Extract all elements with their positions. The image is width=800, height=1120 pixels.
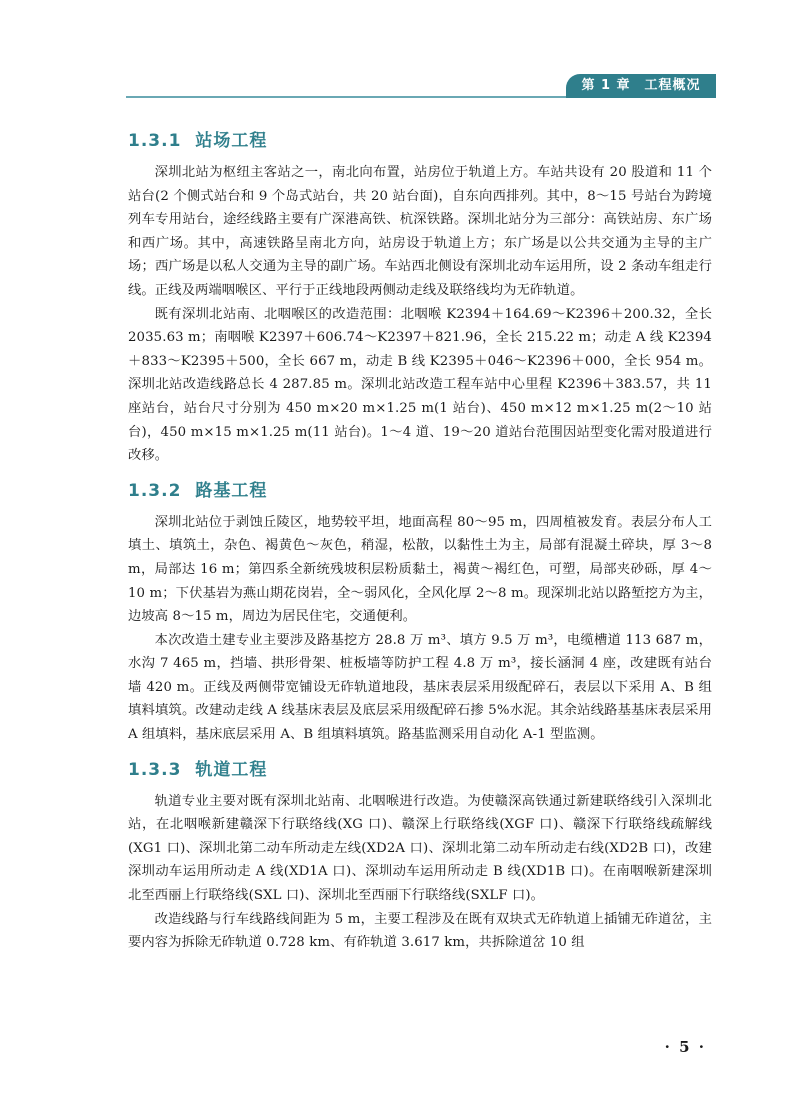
section-1-3-2	[128, 476, 712, 747]
section-heading	[128, 476, 712, 501]
section-title: 路基工程	[195, 480, 268, 501]
section-number: 1.3.2	[128, 480, 182, 501]
paragraph: 本次改造土建专业主要涉及路基挖方 28.8 万 m³、填方 9.5 万 m³，电缆槽道 113 687 m，水沟 7 465 m，挡墙、拱形骨架、桩板墙等防护工程 4.8 万 m³，接长涵洞 4 座，改建既有站台墙 420 m。正线及两侧带宽铺设无砟轨道地段，基床表层采用级配碎石，表层以下采用 A、B 组填料填筑。改建动走线 A 线基床表层及底层采用级配碎石掺 5%水泥。其余站线路基基床表层采用 A 组填料，基床底层采用 A、B 组填料填筑。路基监测采用自动化 A-1 型监测。	[128, 632, 712, 743]
paragraph: 深圳北站为枢纽主客站之一，南北向布置，站房位于轨道上方。车站共设有 20 股道和 11 个站台(2 个侧式站台和 9 个岛式站台，共 20 站台面)，自东向西排列。其中，8～15 号站台为跨境列车专用站台，途经线路主要有广深港高铁、杭深铁路。深圳北站分为三部分：高铁站房、东广场和西广场。其中，高速铁路呈南北方向，站房设于轨道上方；东广场是以公共交通为主导的主广场；西广场是以私人交通为主导的副广场。车站西北侧设有深圳北动车运用所，设 2 条动车组走行线。正线及两端咽喉区、平行于正线地段两侧动走线及联络线均为无砟轨道。	[128, 165, 712, 298]
page-content	[128, 118, 712, 955]
section-title: 站场工程	[195, 131, 268, 151]
paragraph: 既有深圳北站南、北咽喉区的改造范围：北咽喉 K2394＋164.69～K2396＋200.32，全长 2035.63 m；南咽喉 K2397＋606.74～K2397＋821.96，全长 215.22 m；动走 A 线 K2394＋833～K2395＋500，全长 667 m，动走 B 线 K2395＋046～K2396＋000，全长 954 m。深圳北站改造线路总长 4 287.85 m。深圳北站改造工程车站中心里程 K2396＋383.57，共 11 座站台，站台尺寸分别为 450 m×20 m×1.25 m(1 站台)、450 m×12 m×1.25 m(2～10 站台)，450 m×15 m×1.25 m(11 站台)。1～4 道、19～20 道站台范围因站型变化需对股道进行改移。	[128, 306, 712, 464]
page-number: · 5 ·	[664, 1038, 706, 1056]
section-number: 1.3.1	[128, 131, 182, 151]
chapter-header-tab: 第 1 章 工程概况	[566, 74, 716, 98]
section-title: 轨道工程	[195, 759, 268, 780]
section-1-3-3	[128, 755, 712, 955]
section-1-3-1	[128, 126, 712, 468]
section-heading	[128, 755, 712, 780]
paragraph: 深圳北站位于剥蚀丘陵区，地势较平坦，地面高程 80～95 m，四周植被发育。表层分布人工填土、填筑土，杂色、褐黄色～灰色，稍湿，松散，以黏性土为主，局部有混凝土碎块，厚 3～8 m，局部达 16 m；第四系全新统残坡积层粉质黏土，褐黄～褐红色，可塑，局部夹砂砾，厚 4～10 m；下伏基岩为燕山期花岗岩，全～弱风化，全风化厚 2～8 m。现深圳北站以路堑挖方为主，边坡高 8～15 m，周边为居民住宅，交通便利。	[128, 514, 712, 625]
section-heading	[128, 126, 712, 151]
section-number: 1.3.3	[128, 759, 182, 780]
paragraph: 改造线路与行车线路线间距为 5 m，主要工程涉及在既有双块式无砟轨道上插铺无砟道岔，主要内容为拆除无砟轨道 0.728 km、有砟轨道 3.617 km，共拆除道岔 10 组	[128, 911, 712, 951]
paragraph: 轨道专业主要对既有深圳北站南、北咽喉进行改造。为使赣深高铁通过新建联络线引入深圳北站，在北咽喉新建赣深下行联络线(XG 口)、赣深上行联络线(XGF 口)、赣深下行联络线疏解线(XG1 口)、深圳北第二动车所动走左线(XD2A 口)、深圳北第二动车所动走右线(XD2B 口)，改建深圳动车运用所动走 A 线(XD1A 口)、深圳动车运用所动走 B 线(XD1B 口)。在南咽喉新建深圳北至西丽上行联络线(SXL 口)、深圳北至西丽下行联络线(SXLF 口)。	[128, 793, 712, 904]
